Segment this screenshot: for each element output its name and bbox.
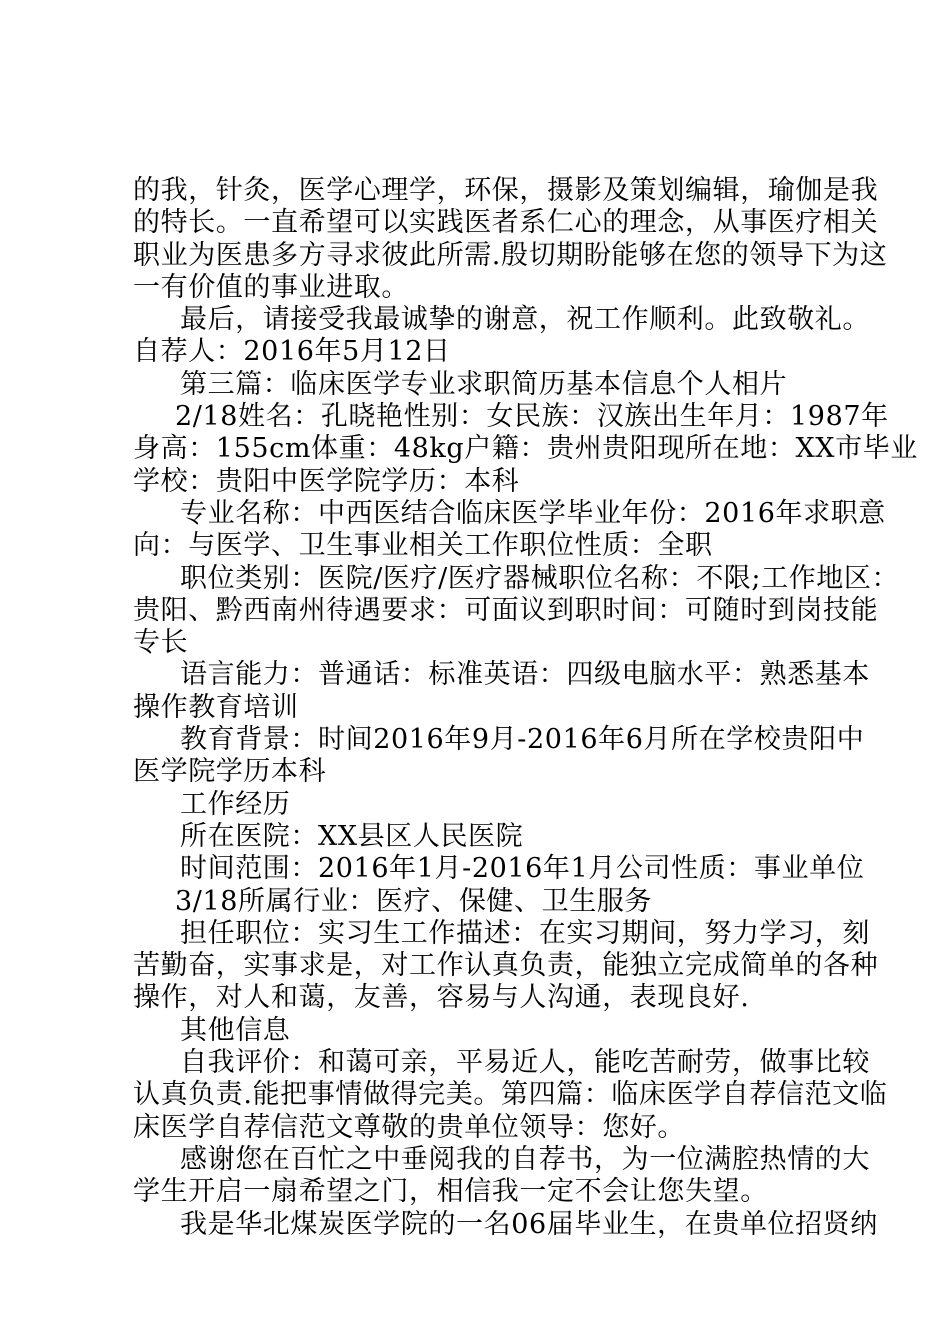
text-line: 自我评价：和蔼可亲，平易近人，能吃苦耐劳，做事比较 [180, 1047, 870, 1079]
text-line: 时间范围：2016年1月-2016年1月公司性质：事业单位 [180, 853, 865, 885]
text-line: 的我，针灸，医学心理学，环保，摄影及策划编辑，瑜伽是我 [133, 175, 879, 206]
text-line: 苦勤奋，实事求是，对工作认真负责，能独立完成简单的各种 [133, 950, 879, 982]
text-line: 床医学自荐信范文尊敬的贵单位领导：您好。 [133, 1111, 685, 1143]
text-line: 所在医院：XX县区人民医院 [180, 820, 524, 852]
text-line: 最后，请接受我最诚挚的谢意，祝工作顺利。此致敬礼。 [180, 304, 870, 336]
document-body [133, 175, 918, 1241]
text-line: 学生开启一扇希望之门，相信我一定不会让您失望。 [133, 1176, 768, 1208]
text-line: 3/18所属行业：医疗、保健、卫生服务 [175, 885, 653, 917]
text-line: 教育背景：时间2016年9月-2016年6月所在学校贵阳中 [180, 724, 865, 756]
text-line: 操作教育培训 [133, 691, 299, 723]
text-line: 认真负责.能把事情做得完美。第四篇：临床医学自荐信范文临 [133, 1079, 888, 1111]
text-line: 医学院学历本科 [133, 756, 327, 788]
text-line: 语言能力：普通话：标准英语：四级电脑水平：熟悉基本 [180, 659, 870, 691]
text-line: 身高：155cm体重：48kg户籍：贵州贵阳现所在地：XX市毕业 [133, 433, 918, 465]
text-line: 的特长。一直希望可以实践医者系仁心的理念，从事医疗相关 [133, 207, 879, 239]
text-line: 一有价值的事业进取。 [133, 271, 409, 303]
text-line: 担任职位：实习生工作描述：在实习期间，努力学习，刻 [180, 917, 870, 949]
text-line: 专业名称：中西医结合临床医学毕业年份：2016年求职意 [180, 497, 886, 529]
section-heading: 工作经历 [180, 788, 291, 820]
section-heading: 其他信息 [180, 1014, 291, 1046]
text-line: 向：与医学、卫生事业相关工作职位性质：全职 [133, 530, 713, 562]
text-line: 专长 [133, 627, 189, 659]
text-line: 学校：贵阳中医学院学历：本科 [133, 465, 520, 497]
text-line: 职业为医患多方寻求彼此所需.殷切期盼能够在您的领导下为这 [133, 239, 888, 271]
text-line: 2/18姓名：孔晓艳性别：女民族：汉族出生年月：1987年 [175, 401, 889, 433]
section-heading: 第三篇：临床医学专业求职简历基本信息个人相片 [180, 368, 788, 400]
text-line: 感谢您在百忙之中垂阅我的自荐书，为一位满腔热情的大 [180, 1143, 870, 1175]
text-line: 自荐人：2016年5月12日 [133, 336, 451, 368]
text-line: 职位类别：医院/医疗/医疗器械职位名称：不限;工作地区： [180, 562, 900, 594]
text-line: 我是华北煤炭医学院的一名06届毕业生，在贵单位招贤纳 [180, 1208, 878, 1240]
text-line: 贵阳、黔西南州待遇要求：可面议到职时间：可随时到岗技能 [133, 594, 879, 626]
text-line: 操作，对人和蔼，友善，容易与人沟通，表现良好. [133, 982, 750, 1014]
